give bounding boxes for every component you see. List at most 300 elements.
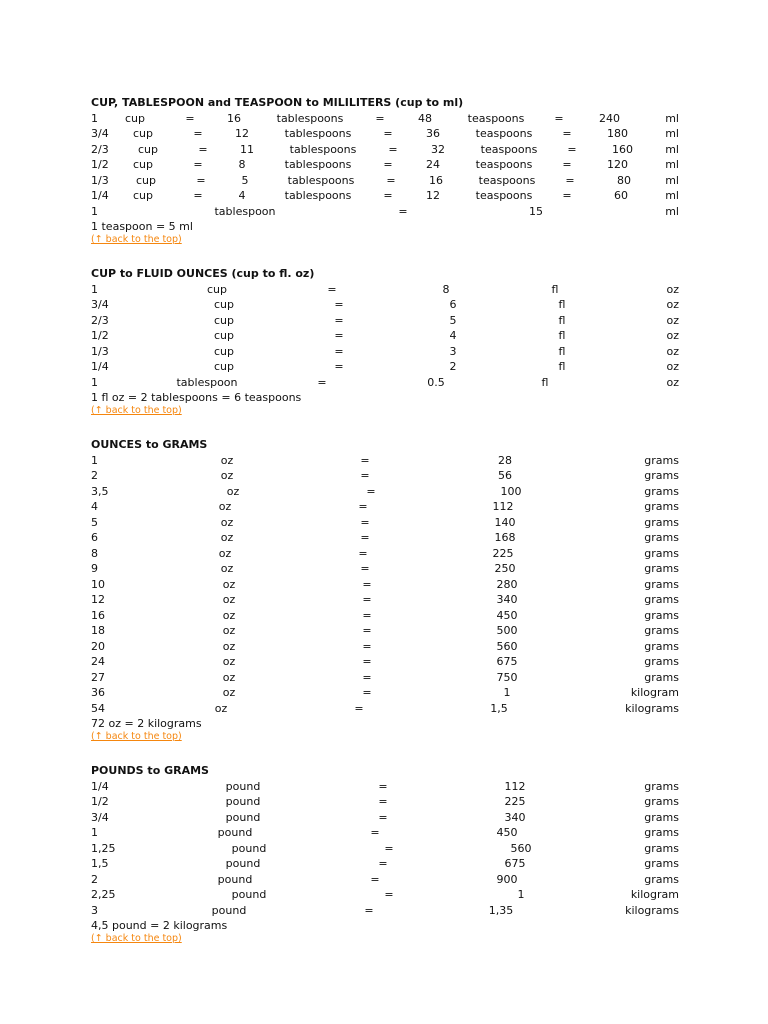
table-cell: = [562,127,572,140]
table-cell: = [362,670,372,684]
table-cell: = [193,158,203,171]
table-row [91,670,679,686]
table-cell: grams [644,531,679,544]
table-cell: = [362,686,372,699]
table-cell: 1 [91,826,98,839]
table-cell: oz [666,329,679,342]
table-cell: grams [644,469,679,482]
table-cell: kilogram [630,888,679,901]
table-row [91,282,679,298]
table-cell: = [565,173,575,187]
table-row [91,297,679,313]
table-cell: = [383,189,393,202]
table-cell: 112 [492,500,514,513]
table-cell: 1,5 [490,701,508,715]
table-row [91,142,679,158]
table-cell: 280 [496,577,518,591]
table-row [91,111,679,127]
table-cell: cup [137,142,159,156]
table-cell: grams [644,857,679,870]
table-cell: grams [644,826,679,839]
table-cell: = [562,158,572,171]
table-cell: 1 [91,111,98,125]
table-cell: oz [222,639,236,653]
table-cell: 160 [612,142,633,156]
table-cell: = [388,142,398,156]
table-cell: ml [665,204,679,218]
table-row [91,359,679,375]
table-cell: pound [225,779,261,793]
table-cell: 36 [426,127,440,140]
table-cell: fl [558,329,566,342]
table-cell: 2 [449,360,457,373]
table-cell: grams [644,577,679,591]
table-row [91,856,679,872]
table-cell: 6 [91,531,98,544]
table-cell: 120 [607,158,628,171]
table-cell: = [366,484,376,498]
table-cell: 1 [91,204,98,218]
section-note: 1 fl oz = 2 tablespoons = 6 teaspoons [91,391,302,404]
table-cell: 9 [91,562,98,575]
table-cell: cup [213,329,235,342]
table-cell: fl [558,344,566,358]
table-cell: cup [124,111,146,125]
table-row [91,872,679,888]
table-row [91,546,679,562]
table-cell: 8 [91,546,98,560]
table-cell: 5 [91,515,98,529]
table-cell: 1,5 [91,857,109,870]
table-cell: grams [644,639,679,653]
table-cell: 1 [517,888,525,901]
table-cell: 340 [496,593,518,606]
table-cell: oz [226,484,240,498]
table-cell: = [360,531,370,544]
table-cell: = [383,127,393,140]
back-to-top-link[interactable]: (↑ back to the top) [91,933,182,944]
conversion-table [91,282,679,391]
table-row [91,126,679,142]
table-row [91,499,679,515]
section-cup-to-floz [91,266,679,418]
table-cell: tablespoon [214,204,276,218]
table-cell: fl [541,375,549,389]
table-cell: = [383,158,393,171]
table-row [91,530,679,546]
table-cell: = [198,142,208,156]
table-cell: = [384,888,394,901]
table-cell: 225 [492,546,514,560]
table-cell: 2/3 [91,142,109,156]
table-cell: = [378,857,388,870]
table-cell: 450 [496,826,518,839]
table-cell: = [334,329,344,342]
table-cell: = [362,639,372,653]
table-cell: grams [644,670,679,684]
table-cell: = [554,111,564,125]
table-row [91,639,679,655]
table-cell: 4 [449,329,457,342]
table-cell: 180 [607,127,628,140]
table-cell: 1/4 [91,189,109,202]
table-row [91,375,679,391]
table-cell: oz [222,686,236,699]
table-cell: 3 [91,903,98,917]
back-to-top-link[interactable]: (↑ back to the top) [91,405,182,416]
table-cell: oz [220,562,234,575]
table-cell: teaspoons [475,127,533,140]
table-cell: fl [551,282,559,296]
section-heading: OUNCES to GRAMS [91,438,208,451]
table-cell: grams [644,593,679,606]
table-row [91,204,679,220]
table-cell: grams [644,624,679,637]
table-cell: 8 [238,158,246,171]
table-cell: grams [644,515,679,529]
table-row [91,577,679,593]
table-row [91,701,679,717]
table-row [91,328,679,344]
table-cell: fl [558,313,566,327]
table-cell: 1/2 [91,158,109,171]
table-cell: pound [217,826,253,839]
table-cell: 56 [498,469,512,482]
table-cell: = [386,173,396,187]
table-cell: 0.5 [427,375,445,389]
table-cell: 3/4 [91,127,109,140]
table-cell: pound [225,857,261,870]
table-row [91,344,679,360]
section-pounds-to-grams [91,763,679,946]
table-cell: 24 [91,655,105,668]
table-cell: 240 [599,111,620,125]
table-cell: oz [220,469,234,482]
table-cell: pound [231,888,267,901]
table-cell: 6 [449,298,457,311]
table-cell: = [193,189,203,202]
table-cell: teaspoons [478,173,536,187]
table-cell: 11 [240,142,254,156]
section-cup-to-ml [91,95,679,247]
table-cell: 1/4 [91,360,109,373]
table-cell: oz [222,608,236,622]
conversion-table [91,111,679,220]
table-cell: grams [644,608,679,622]
table-cell: 1,25 [91,841,116,855]
table-cell: 4 [91,500,98,513]
table-cell: cup [213,313,235,327]
table-cell: 3/4 [91,298,109,311]
table-cell: grams [644,500,679,513]
table-cell: = [362,577,372,591]
table-cell: = [362,608,372,622]
table-cell: grams [644,655,679,668]
table-cell: cup [213,298,235,311]
table-cell: = [362,655,372,668]
table-cell: 32 [431,142,445,156]
table-cell: = [370,826,380,839]
table-cell: = [378,810,388,824]
section-note: 72 oz = 2 kilograms [91,717,202,730]
table-cell: = [375,111,385,125]
table-cell: pound [231,841,267,855]
table-cell: 112 [504,779,526,793]
table-cell: = [185,111,195,125]
table-cell: kilogram [630,686,679,699]
table-cell: 27 [91,670,105,684]
table-cell: teaspoons [475,158,533,171]
table-cell: 675 [504,857,526,870]
table-cell: cup [135,173,157,187]
section-note: 1 teaspoon = 5 ml [91,220,193,233]
table-cell: 4 [238,189,246,202]
section-heading: POUNDS to GRAMS [91,764,209,777]
table-cell: cup [213,344,235,358]
table-cell: 16 [429,173,443,187]
table-cell: oz [222,655,236,668]
conversion-document [91,95,679,946]
table-row [91,825,679,841]
table-cell: 2 [91,872,98,886]
table-cell: = [360,469,370,482]
table-row [91,623,679,639]
table-cell: 16 [91,608,105,622]
table-cell: ml [665,158,679,171]
conversion-table [91,453,679,717]
table-cell: 225 [504,795,526,808]
table-cell: cup [206,282,228,296]
table-cell: = [370,872,380,886]
table-cell: 168 [494,531,516,544]
table-cell: grams [644,795,679,808]
table-row [91,592,679,608]
table-cell: 54 [91,701,105,715]
table-cell: = [378,795,388,808]
table-cell: 250 [494,562,516,575]
table-cell: = [334,360,344,373]
table-cell: grams [644,872,679,886]
table-row [91,453,679,469]
table-cell: cup [132,189,154,202]
table-cell: 60 [614,189,628,202]
table-cell: teaspoons [467,111,525,125]
table-cell: = [334,298,344,311]
table-cell: oz [666,282,679,296]
table-cell: cup [132,127,154,140]
table-cell: 500 [496,624,518,637]
table-cell: = [334,313,344,327]
table-row [91,188,679,204]
table-cell: 80 [617,173,631,187]
table-cell: 1/3 [91,173,109,187]
table-cell: 36 [91,686,105,699]
table-cell: kilograms [625,903,679,917]
table-cell: = [334,344,344,358]
table-cell: cup [132,158,154,171]
table-cell: 560 [496,639,518,653]
table-cell: = [362,624,372,637]
table-cell: 1/2 [91,329,109,342]
table-cell: 560 [510,841,532,855]
table-cell: = [196,173,206,187]
table-cell: 100 [500,484,522,498]
table-cell: = [360,562,370,575]
table-cell: = [567,142,577,156]
table-cell: 3/4 [91,810,109,824]
table-cell: = [364,903,374,917]
table-cell: 12 [426,189,440,202]
table-cell: ml [665,127,679,140]
table-row [91,810,679,826]
back-to-top-link[interactable]: (↑ back to the top) [91,731,182,742]
table-cell: 1 [91,282,98,296]
table-cell: 1/2 [91,795,109,808]
table-cell: 750 [496,670,518,684]
table-cell: oz [666,375,679,389]
table-row [91,794,679,810]
table-cell: 18 [91,624,105,637]
table-cell: 3,5 [91,484,109,498]
table-cell: pound [225,810,261,824]
table-row [91,903,679,919]
table-cell: teaspoons [475,189,533,202]
table-row [91,173,679,189]
table-cell: = [360,453,370,467]
table-cell: = [354,701,364,715]
table-cell: 20 [91,639,105,653]
table-cell: = [358,546,368,560]
table-cell: pound [211,903,247,917]
table-cell: = [327,282,337,296]
table-cell: teaspoons [480,142,538,156]
table-cell: oz [218,500,232,513]
table-cell: = [398,204,408,218]
table-cell: pound [225,795,261,808]
table-cell: 1 [503,686,511,699]
table-cell: ml [665,142,679,156]
table-cell: 28 [498,453,512,467]
table-cell: 15 [529,204,543,218]
table-cell: 24 [426,158,440,171]
table-cell: 675 [496,655,518,668]
table-cell: tablespoons [284,127,352,140]
table-cell: 48 [418,111,432,125]
table-row [91,685,679,701]
table-cell: fl [558,298,566,311]
table-cell: 2/3 [91,313,109,327]
table-cell: 1 [91,453,98,467]
table-cell: 1,35 [488,903,514,917]
table-cell: = [562,189,572,202]
table-cell: 5 [449,313,457,327]
table-cell: grams [644,562,679,575]
table-row [91,841,679,857]
table-cell: oz [220,453,234,467]
table-cell: ml [665,189,679,202]
table-cell: oz [666,360,679,373]
table-cell: = [193,127,203,140]
table-cell: 16 [227,111,241,125]
back-to-top-link[interactable]: (↑ back to the top) [91,234,182,245]
table-cell: grams [644,546,679,560]
table-row [91,561,679,577]
table-row [91,608,679,624]
table-cell: oz [666,344,679,358]
table-cell: 8 [442,282,450,296]
table-row [91,484,679,500]
table-cell: tablespoons [289,142,357,156]
table-row [91,779,679,795]
table-cell: = [384,841,394,855]
table-cell: ml [665,111,679,125]
table-cell: 3 [449,344,457,358]
table-cell: 1/4 [91,779,109,793]
table-cell: 12 [91,593,105,606]
table-cell: 1 [91,375,98,389]
table-cell: tablespoons [284,189,352,202]
section-heading: CUP, TABLESPOON and TEASPOON to MILILITERS (cup to ml) [91,96,464,109]
table-cell: = [362,593,372,606]
section-heading: CUP to FLUID OUNCES (cup to fl. oz) [91,267,315,280]
table-cell: oz [222,670,236,684]
table-cell: grams [644,810,679,824]
table-row [91,887,679,903]
table-cell: grams [644,453,679,467]
table-cell: grams [644,779,679,793]
table-row [91,157,679,173]
section-note: 4,5 pound = 2 kilograms [91,919,228,932]
table-cell: 2,25 [91,888,116,901]
table-cell: tablespoon [176,375,238,389]
table-cell: oz [666,298,679,311]
section-ounces-to-grams [91,437,679,744]
table-cell: oz [220,531,234,544]
table-cell: ml [665,173,679,187]
table-cell: oz [666,313,679,327]
table-row [91,313,679,329]
table-cell: 140 [494,515,516,529]
table-cell: = [378,779,388,793]
table-cell: tablespoons [276,111,344,125]
table-cell: 10 [91,577,105,591]
table-cell: oz [222,624,236,637]
table-cell: = [360,515,370,529]
table-cell: cup [213,360,235,373]
table-cell: tablespoons [287,173,355,187]
table-cell: 12 [235,127,249,140]
table-cell: 340 [504,810,526,824]
table-cell: oz [220,515,234,529]
table-cell: tablespoons [284,158,352,171]
table-cell: pound [217,872,253,886]
table-cell: oz [214,701,228,715]
table-cell: kilograms [625,701,679,715]
conversion-table [91,779,679,919]
table-row [91,515,679,531]
table-cell: 900 [496,872,518,886]
table-cell: 2 [91,469,98,482]
table-cell: 450 [496,608,518,622]
table-row [91,468,679,484]
table-row [91,654,679,670]
table-cell: fl [558,360,566,373]
table-cell: = [358,500,368,513]
table-cell: = [317,375,327,389]
table-cell: 1/3 [91,344,109,358]
table-cell: 5 [241,173,249,187]
table-cell: grams [644,841,679,855]
